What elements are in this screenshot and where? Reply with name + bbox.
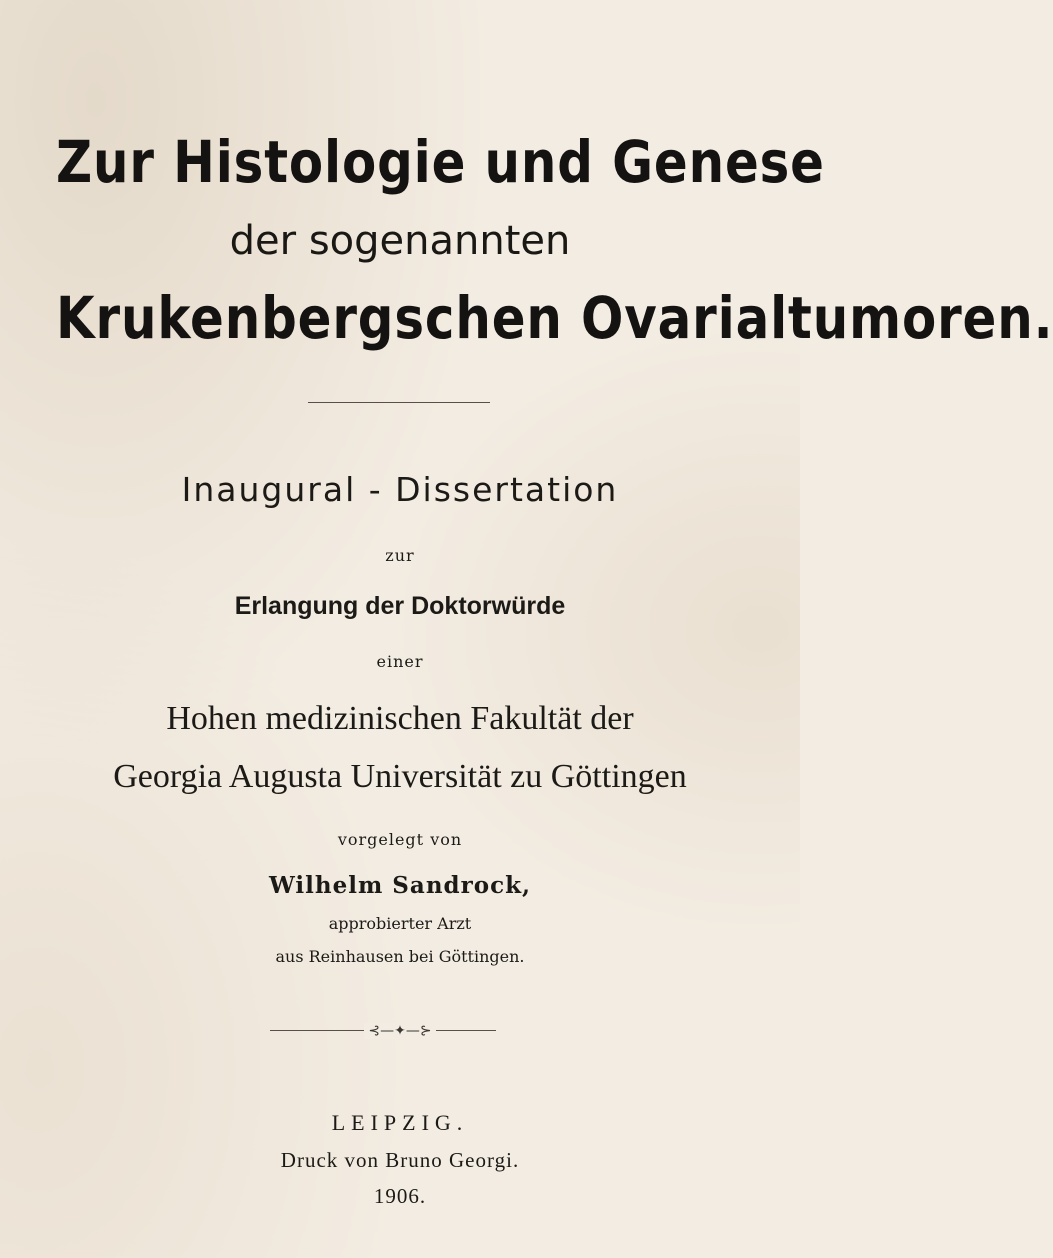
university-line: Georgia Augusta Universität zu Göttingen [113, 758, 687, 795]
imprint-city: LEIPZIG. [331, 1110, 469, 1135]
ornament-wrap [0, 1020, 800, 1039]
faculty-line: Hohen medizinischen Fakultät der [166, 700, 634, 737]
author-name: Wilhelm Sandrock, [268, 872, 532, 899]
author-origin: aus Reinhausen bei Göttingen. [275, 947, 525, 966]
title-divider [308, 402, 490, 403]
title-line-2: der sogenannten [229, 218, 571, 264]
title-line-3: Krukenbergschen Ovarialtumoren. [56, 284, 1053, 352]
ornament-icon: ⊰—✦—⊱ [364, 1023, 435, 1039]
imprint-printer: Druck von Bruno Georgi. [280, 1148, 520, 1172]
author-intro: vorgelegt von [337, 830, 463, 849]
author-title: approbierter Arzt [328, 914, 472, 933]
dissertation-purpose: Erlangung der Doktorwürde [234, 592, 566, 620]
dissertation-heading: Inaugural - Dissertation [181, 470, 619, 509]
imprint-year: 1906. [373, 1184, 427, 1208]
dissertation-zur: zur [385, 546, 415, 565]
title-line-1: Zur Histologie und Genese [56, 128, 825, 196]
dissertation-einer: einer [376, 652, 424, 671]
